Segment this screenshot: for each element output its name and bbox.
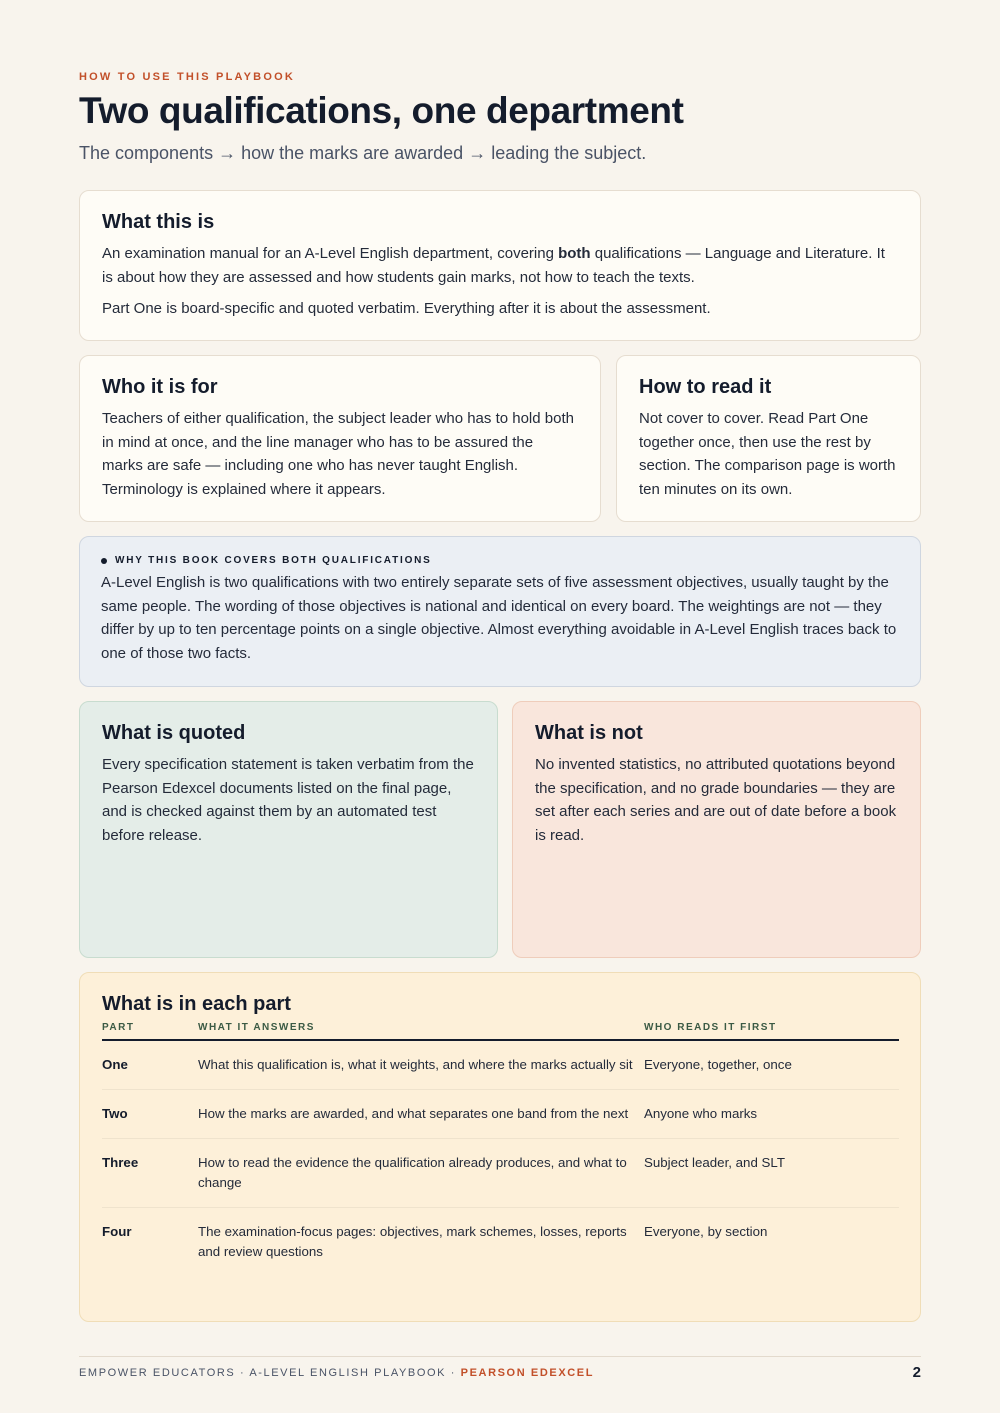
- how-to-read-heading: How to read it: [639, 376, 772, 398]
- why-both-body: A-Level English is two qualifications with two entirely separate sets of five assessment objectives, usually taught by the same people. The wording of those objectives is national and identical on every board. The weightings are not — they differ by up to ten percentage points on a single objective. Almost everything avoidable in A-Level English traces back to one of those two facts.: [101, 574, 897, 662]
- who-it-is-for-card: [79, 355, 601, 522]
- table-row: [102, 1139, 899, 1208]
- table-row: [102, 1040, 899, 1090]
- what-this-is-paragraph-2: Part One is board-specific and quoted verbatim. Everything after it is about the assessment.: [102, 300, 711, 318]
- what-this-is-card: [79, 190, 921, 341]
- what-is-not-card: [512, 701, 921, 958]
- footer: [79, 1367, 594, 1379]
- how-to-read-body: Not cover to cover. Read Part One together once, then use the rest by section. The comparison page is worth ten minutes on its own.: [639, 410, 896, 498]
- part-reader: Everyone, together, once: [644, 1040, 899, 1090]
- what-this-is-heading: What this is: [102, 211, 215, 233]
- what-this-is-text-cont: qualifications — Language and Literature. It is about how they are assessed and how students gain marks, not how to teach the texts.: [102, 245, 885, 286]
- part-answers: What this qualification is, what it weights, and where the marks actually sit: [198, 1040, 644, 1090]
- part-name: One: [102, 1040, 198, 1090]
- why-both-callout: [79, 536, 921, 687]
- who-it-is-for-heading: Who it is for: [102, 376, 218, 398]
- bullet-icon: [101, 558, 107, 564]
- emphasis-both: both: [558, 245, 591, 262]
- table-row: [102, 1208, 899, 1277]
- part-name: Two: [102, 1090, 198, 1139]
- footer-text: EMPOWER EDUCATORS · A-LEVEL ENGLISH PLAYBOOK ·: [79, 1367, 461, 1379]
- column-header-answers: WHAT IT ANSWERS: [198, 1022, 644, 1040]
- how-to-read-card: [616, 355, 921, 522]
- part-answers: How to read the evidence the qualification already produces, and what to change: [198, 1139, 644, 1208]
- page-number: 2: [912, 1364, 921, 1381]
- part-name: Four: [102, 1224, 132, 1239]
- footer-divider: [79, 1356, 921, 1357]
- what-is-not-body: No invented statistics, no attributed quotations beyond the specification, and no grade boundaries — they are set after each series and are out of date before a book is read.: [535, 756, 897, 844]
- part-reader: Anyone who marks: [644, 1090, 899, 1139]
- part-answers: The examination-focus pages: objectives, mark schemes, losses, reports and review questions: [198, 1224, 627, 1259]
- who-it-is-for-body: Teachers of either qualification, the subject leader who has to hold both in mind at once, and the line manager who has to be assured the marks are safe — including one who has never taught English. Terminology is explained where it appears.: [102, 410, 574, 498]
- footer-board: PEARSON EDEXCEL: [460, 1367, 595, 1379]
- part-reader: Subject leader, and SLT: [644, 1139, 899, 1208]
- why-both-label: WHY THIS BOOK COVERS BOTH QUALIFICATIONS: [115, 555, 432, 566]
- column-header-reader: WHO READS IT FIRST: [644, 1022, 899, 1040]
- part-reader: Everyone, by section: [644, 1224, 768, 1239]
- what-is-not-heading: What is not: [535, 722, 643, 744]
- parts-heading: What is in each part: [102, 993, 291, 1015]
- why-both-label-row: [101, 555, 899, 566]
- what-is-quoted-body: Every specification statement is taken verbatim from the Pearson Edexcel documents listed on the final page, and is checked against them by an automated test before release.: [102, 756, 474, 844]
- what-this-is-text: An examination manual for an A-Level English department, covering: [102, 245, 559, 262]
- what-this-is-paragraph-1: [102, 242, 898, 289]
- parts-card: [79, 972, 921, 1322]
- table-row: [102, 1090, 899, 1139]
- eyebrow: HOW TO USE THIS PLAYBOOK: [79, 71, 295, 83]
- what-is-quoted-heading: What is quoted: [102, 722, 246, 744]
- part-answers: How the marks are awarded, and what separates one band from the next: [198, 1090, 644, 1139]
- part-name: Three: [102, 1139, 198, 1208]
- what-is-quoted-card: [79, 701, 498, 958]
- column-header-part: PART: [102, 1022, 198, 1040]
- page-title: Two qualifications, one department: [79, 90, 684, 131]
- table-header-row: [102, 1022, 899, 1040]
- page-subtitle: The components → how the marks are awarded → leading the subject.: [79, 143, 647, 163]
- parts-table: [102, 1022, 899, 1276]
